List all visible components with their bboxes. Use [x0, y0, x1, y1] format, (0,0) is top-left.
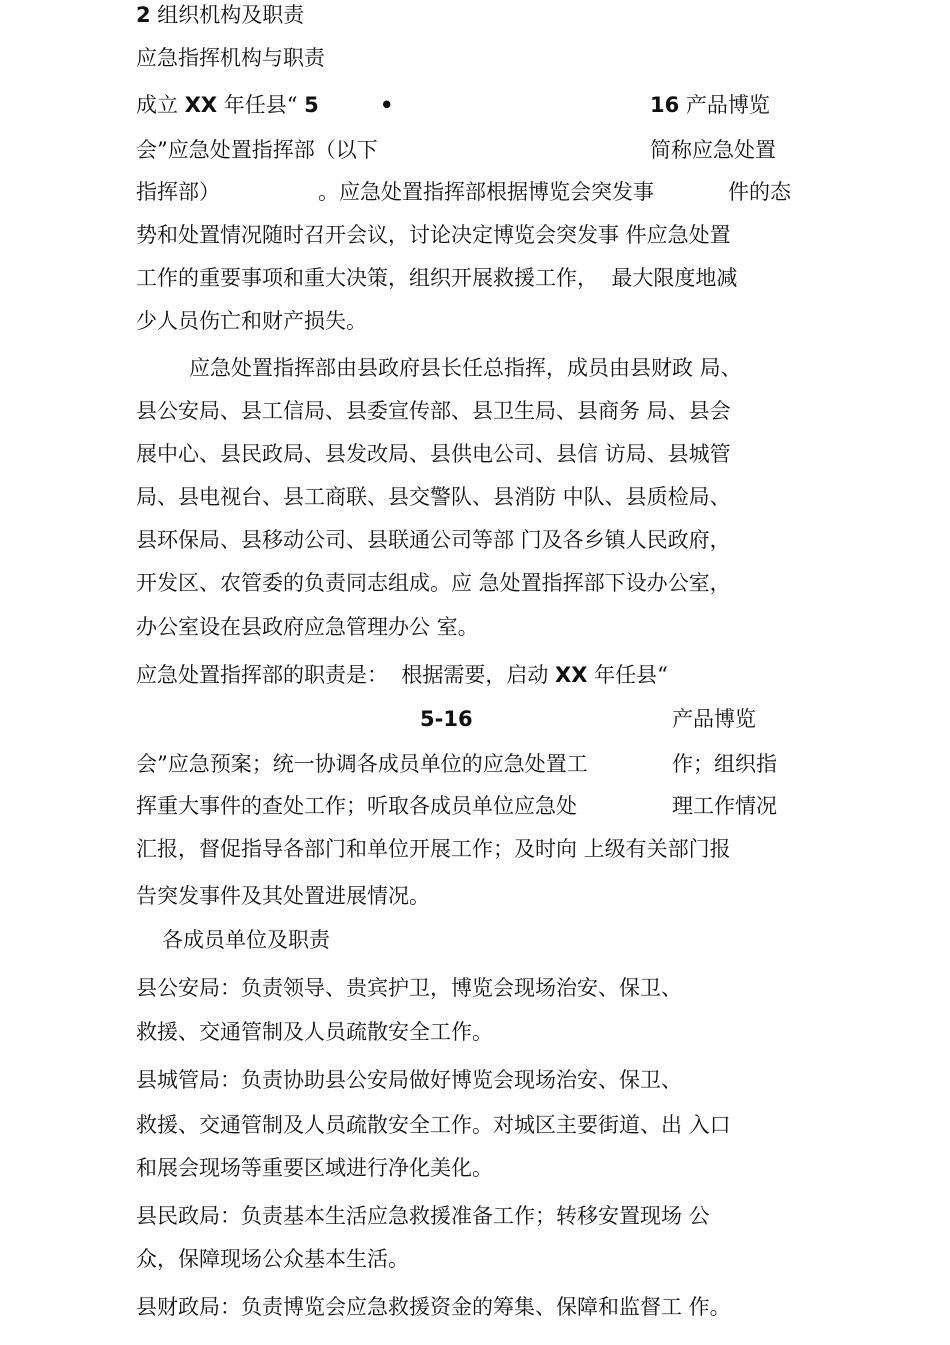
bold-xx: XX [555, 663, 588, 687]
unit-line: 救援、交通管制及人员疏散安全工作。 [136, 1020, 493, 1044]
para1-line6: 少人员伤亡和财产损失。 [136, 309, 367, 333]
para1-line1 [136, 92, 319, 118]
para2-line: 局、县电视台、县工商联、县交警队、县消防 中队、县质检局、 [136, 485, 731, 509]
bold-number: 16 [650, 93, 680, 117]
bold-xx: XX [184, 93, 218, 117]
para1-line1-tail [650, 92, 770, 118]
unit-line: 县城管局：负责协助县公安局做好博览会现场治安、保卫、 [136, 1068, 682, 1092]
bullet-mark: • [380, 93, 394, 117]
text-segment: 年任县“ [587, 663, 668, 687]
para3-line4a: 挥重大事件的查处工作；听取各成员单位应急处 [136, 794, 577, 818]
para2-line: 县公安局、县工信局、县委宣传部、县卫生局、县商务 局、县会 [136, 399, 731, 423]
text-segment: 应急处置指挥部的职责是： 根据需要，启动 [136, 663, 556, 687]
unit-line: 县民政局：负责基本生活应急救援准备工作；转移安置现场 公 [136, 1204, 710, 1228]
unit-line: 众，保障现场公众基本生活。 [136, 1247, 409, 1271]
section-heading [136, 2, 304, 28]
para3-line1 [136, 662, 668, 688]
sub-heading-units: 各成员单位及职责 [162, 928, 330, 952]
para1-line2b: 简称应急处置 [650, 138, 776, 162]
para3-line4b: 理工作情况 [672, 794, 777, 818]
unit-line: 救援、交通管制及人员疏散安全工作。对城区主要街道、出 入口 [136, 1113, 731, 1137]
para1-line4: 势和处置情况随时召开会议，讨论决定博览会突发事 件应急处置 [136, 223, 731, 247]
para2-line: 展中心、县民政局、县发改局、县供电公司、县信 访局、县城管 [136, 442, 731, 466]
para3-line5: 汇报，督促指导各部门和单位开展工作；及时向 上级有关部门报 [136, 837, 731, 861]
text-segment: 年任县“ [217, 93, 305, 117]
para2-line: 办公室设在县政府应急管理办公 室。 [136, 615, 479, 639]
text-segment: 成立 [136, 93, 185, 117]
bold-number: 5 [304, 93, 319, 117]
para3-line3a: 会”应急预案；统一协调各成员单位的应急处置工 [136, 752, 588, 776]
section-number: 2 [136, 3, 151, 27]
text-segment: 产品博览 [679, 93, 770, 117]
para1-line5: 工作的重要事项和重大决策，组织开展救援工作， 最大限度地减 [136, 266, 738, 290]
para1-line3c: 件的态 [728, 180, 791, 204]
para3-line2b: 产品博览 [672, 707, 756, 731]
unit-line: 和展会现场等重要区域进行净化美化。 [136, 1156, 493, 1180]
para1-line2a: 会”应急处置指挥部（以下 [136, 138, 378, 162]
para3-line6: 告突发事件及其处置进展情况。 [136, 884, 430, 908]
para2-line: 县环保局、县移动公司、县联通公司等部 门及各乡镇人民政府， [136, 528, 731, 552]
para1-line3a: 指挥部） [136, 180, 220, 204]
sub-heading-command: 应急指挥机构与职责 [136, 46, 325, 70]
para3-line3b: 作；组织指 [672, 752, 777, 776]
para2-line: 应急处置指挥部由县政府县长任总指挥，成员由县财政 局、 [189, 356, 742, 380]
section-title: 组织机构及职责 [150, 3, 305, 27]
para1-line3b: 。应急处置指挥部根据博览会突发事 [318, 180, 654, 204]
unit-line: 县公安局：负责领导、贵宾护卫，博览会现场治安、保卫、 [136, 976, 682, 1000]
unit-line: 县财政局：负责博览会应急救援资金的筹集、保障和监督工 作。 [136, 1295, 731, 1319]
para3-number: 5-16 [420, 707, 473, 731]
para2-line: 开发区、农管委的负责同志组成。应 急处置指挥部下设办公室， [136, 571, 731, 595]
